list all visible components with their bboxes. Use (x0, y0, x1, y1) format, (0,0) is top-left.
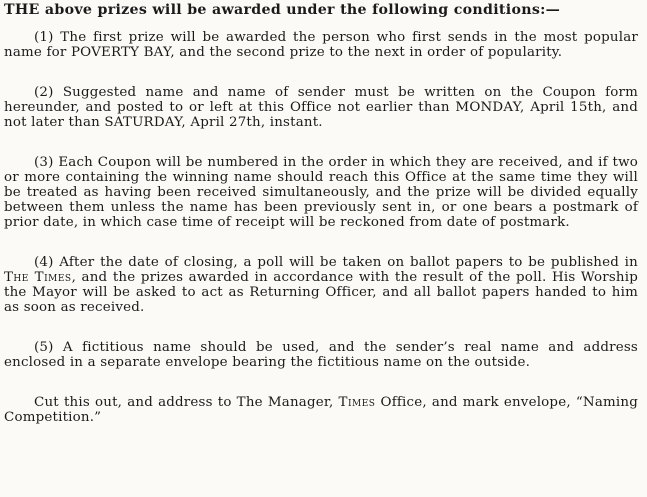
condition-3: (3) Each Coupon will be numbered in the order in which they are received, and if two or more containing the winning name should reach this Office at the same time they will be treated as having been received simultaneously, and the prize will be divided equally between them unless the name has been previously sent in, or one bears a postmark of prior date, in which case time of receipt will be reckoned from date of postmark. (4, 155, 638, 230)
condition-2: (2) Suggested name and name of sender must be written on the Coupon form hereunder, and posted to or left at this Office not earlier than MONDAY, April 15th, and not later than SATURDAY, April 27th, instant. (4, 85, 638, 130)
condition-4-text-before: (4) After the date of closing, a poll will be taken on ballot papers to be published in (34, 255, 638, 270)
condition-4 (4, 255, 638, 315)
condition-5: (5) A fictitious name should be used, and the sender’s real name and address enclosed in a separate envelope bearing the fictitious name on the outside. (4, 340, 638, 370)
condition-4-text-after: , and the prizes awarded in accordance with the result of the poll. His Worship the Mayor will be asked to act as Returning Officer, and all ballot papers handed to him as soon as received. (4, 270, 638, 315)
closing-text-after: Office, and mark envelope, “Naming Competition.” (4, 395, 638, 425)
condition-1: (1) The first prize will be awarded the person who first sends in the most popular name for POVERTY BAY, and the second prize to the next in order of popularity. (4, 30, 638, 60)
notice-heading: THE above prizes will be awarded under the following conditions:— (4, 2, 561, 18)
newspaper-name: The Times (4, 270, 72, 285)
closing-text-before: Cut this out, and address to The Manager, (34, 395, 339, 410)
closing-instruction (4, 395, 638, 425)
office-name: Times (338, 395, 376, 410)
